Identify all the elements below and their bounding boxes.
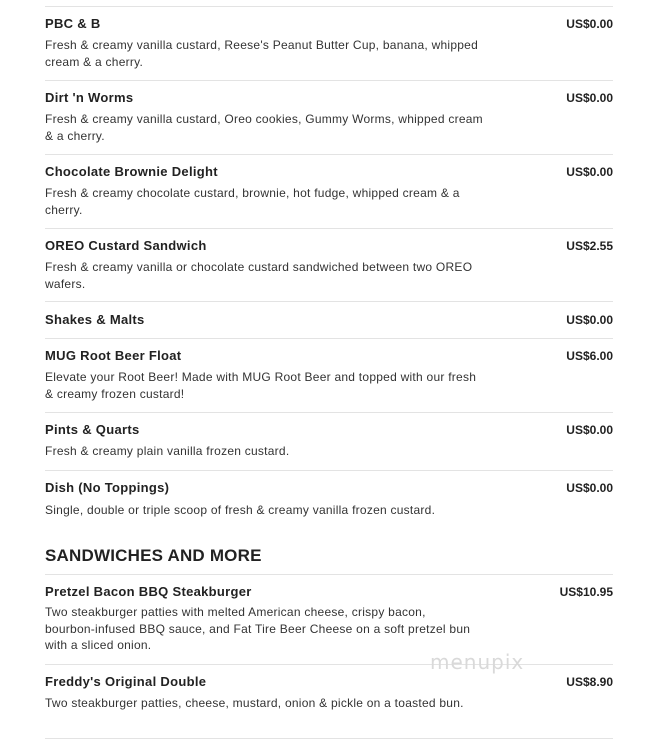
item-price: US$0.00 — [566, 423, 613, 437]
menupix-watermark: menupix — [430, 650, 525, 674]
item-price: US$0.00 — [566, 481, 613, 495]
item-description: Fresh & creamy chocolate custard, brownie, hot fudge, whipped cream & a cherry. — [45, 186, 460, 217]
item-name: PBC & B — [45, 16, 101, 31]
menu-item-mug-root-beer-float — [45, 339, 613, 413]
menu-item-freddys-original-double — [45, 665, 613, 739]
item-name: Freddy's Original Double — [45, 674, 207, 689]
item-name: OREO Custard Sandwich — [45, 238, 207, 253]
item-name: Dish (No Toppings) — [45, 480, 170, 495]
item-name: Dirt 'n Worms — [45, 90, 134, 105]
item-description: Elevate your Root Beer! Made with MUG Root Beer and topped with our fresh & creamy frozen custard! — [45, 370, 477, 401]
item-description: Two steakburger patties, cheese, mustard, onion & pickle on a toasted bun. — [45, 696, 464, 710]
item-description: Fresh & creamy vanilla custard, Oreo cookies, Gummy Worms, whipped cream & a cherry. — [45, 112, 483, 143]
item-price: US$0.00 — [566, 17, 613, 31]
item-name: Pretzel Bacon BBQ Steakburger — [45, 584, 252, 599]
menu-item-shakes-malts — [45, 302, 613, 339]
menu-item-pretzel-bacon-bbq-steakburger — [45, 575, 613, 665]
item-price: US$0.00 — [566, 313, 613, 327]
item-price: US$2.55 — [566, 239, 613, 253]
item-description: Fresh & creamy plain vanilla frozen custard. — [45, 444, 290, 458]
item-price: US$0.00 — [566, 91, 613, 105]
item-price: US$0.00 — [566, 165, 613, 179]
item-price: US$6.00 — [566, 349, 613, 363]
menu-item-dish-no-toppings — [45, 471, 613, 531]
item-description: Fresh & creamy vanilla custard, Reese's Peanut Butter Cup, banana, whipped cream & a cherry. — [45, 38, 479, 69]
item-price: US$10.95 — [559, 585, 613, 599]
menu-item-dirt-n-worms — [45, 81, 613, 155]
item-name: MUG Root Beer Float — [45, 348, 182, 363]
item-name: Shakes & Malts — [45, 312, 145, 327]
item-description: Two steakburger patties with melted American cheese, crispy bacon, bourbon-infused BBQ sauce, and Fat Tire Beer Cheese on a soft pretzel bun with a sliced onion. — [45, 605, 471, 652]
item-description: Single, double or triple scoop of fresh & creamy vanilla frozen custard. — [45, 503, 436, 517]
item-description: Fresh & creamy vanilla or chocolate custard sandwiched between two OREO wafers. — [45, 260, 473, 291]
menu-item-chocolate-brownie-delight — [45, 155, 613, 229]
item-name: Pints & Quarts — [45, 422, 140, 437]
menu-item-pints-quarts — [45, 413, 613, 471]
item-price: US$8.90 — [566, 675, 613, 689]
menu-item-oreo-custard-sandwich — [45, 229, 613, 302]
section-title: SANDWICHES AND MORE — [45, 546, 262, 565]
item-name: Chocolate Brownie Delight — [45, 164, 218, 179]
menu-item-pbc-b — [45, 7, 613, 81]
